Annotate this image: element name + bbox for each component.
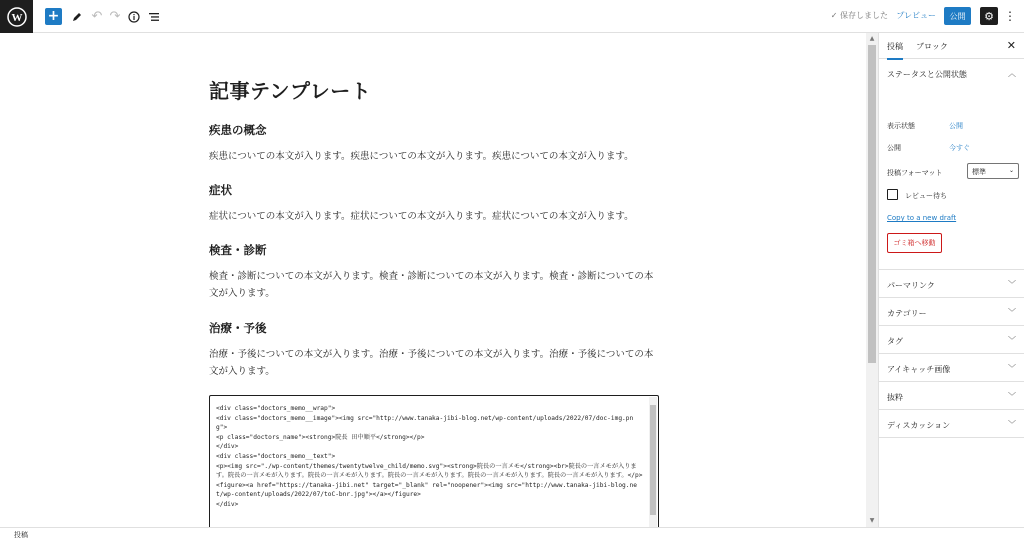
tab-block[interactable]: ブロック [916, 42, 948, 51]
editor-scroll-thumb[interactable] [868, 45, 876, 363]
wordpress-logo-icon[interactable] [0, 0, 33, 33]
code-scrollbar[interactable] [649, 397, 657, 527]
close-icon[interactable]: ✕ [1006, 39, 1016, 52]
undo-icon[interactable]: ↶ [91, 9, 103, 24]
panel-title: パーマリンク [887, 281, 935, 290]
publish-button[interactable]: 公開 [944, 7, 971, 25]
panel-title: タグ [887, 337, 903, 346]
chevron-down-icon: ⌄ [1008, 167, 1014, 174]
panel-title: ディスカッション [887, 421, 951, 430]
panel-permalink[interactable] [879, 270, 1024, 298]
edit-tool-icon[interactable] [68, 7, 86, 26]
panel-title: ステータスと公開状態 [887, 70, 967, 79]
code-scroll-thumb[interactable] [650, 405, 656, 515]
tab-post[interactable]: 投稿 [887, 41, 903, 60]
section-heading[interactable]: 治療・予後 [209, 321, 267, 335]
info-icon[interactable] [125, 7, 143, 26]
section-paragraph[interactable]: 疾患についての本文が入ります。疾患についての本文が入ります。疾患についての本文が入ります。 [209, 151, 634, 162]
editor-scrollbar[interactable] [866, 33, 878, 527]
more-options-icon[interactable]: ⋮ [1004, 9, 1016, 23]
visibility-link[interactable]: 公開 [949, 122, 963, 130]
panel-featured-image[interactable] [879, 354, 1024, 382]
section-paragraph[interactable]: 検査・診断についての本文が入ります。検査・診断についての本文が入ります。検査・診断についての本文が入ります。 [209, 271, 654, 299]
section-paragraph[interactable]: 治療・予後についての本文が入ります。治療・予後についての本文が入ります。治療・予後についての本文が入ります。 [209, 349, 654, 377]
editor-canvas [0, 33, 866, 527]
post-title[interactable]: 記事テンプレート [209, 79, 372, 103]
section-heading[interactable]: 症状 [209, 183, 232, 197]
section-heading[interactable]: 検査・診断 [209, 243, 267, 257]
format-label: 投稿フォーマット [887, 169, 943, 177]
panel-title: カテゴリー [887, 309, 927, 318]
status-visibility-panel [879, 59, 1024, 270]
scroll-up-arrow-icon[interactable]: ▲ [869, 35, 875, 42]
chevron-up-icon: ︿ [1008, 69, 1016, 78]
settings-sidebar [878, 33, 1024, 527]
panel-title: 抜粋 [887, 393, 903, 402]
block-breadcrumb-bar [0, 527, 1024, 540]
sidebar-tabs [879, 33, 1024, 59]
panel-discussion[interactable] [879, 410, 1024, 438]
chevron-down-icon: ﹀ [1008, 280, 1016, 289]
panel-categories[interactable] [879, 298, 1024, 326]
chevron-down-icon: ﹀ [1008, 392, 1016, 401]
settings-gear-icon[interactable]: ⚙ [980, 7, 998, 25]
html-code-block[interactable] [209, 395, 659, 527]
post-format-value: 標準 [972, 168, 986, 176]
svg-text:W: W [11, 11, 22, 24]
editor-header [0, 0, 1024, 33]
publish-date-label: 公開 [887, 144, 901, 152]
panel-header[interactable] [879, 59, 1024, 87]
chevron-down-icon: ﹀ [1008, 364, 1016, 373]
move-to-trash-button[interactable]: ゴミ箱へ移動 [887, 233, 942, 253]
chevron-down-icon: ﹀ [1008, 308, 1016, 317]
panel-tags[interactable] [879, 326, 1024, 354]
publish-date-link[interactable]: 今すぐ [949, 144, 970, 152]
panel-excerpt[interactable] [879, 382, 1024, 410]
copy-draft-link[interactable]: Copy to a new draft [887, 214, 957, 222]
section-heading[interactable]: 疾患の概念 [209, 123, 267, 137]
panel-title: アイキャッチ画像 [887, 365, 951, 374]
preview-button[interactable]: プレビュー [896, 11, 936, 20]
list-view-icon[interactable] [145, 7, 163, 26]
scroll-down-arrow-icon[interactable]: ▼ [869, 517, 875, 524]
breadcrumb-item[interactable]: 投稿 [14, 531, 28, 539]
pending-review-label: レビュー待ち [905, 192, 947, 200]
saved-status: ✓ 保存しました [830, 11, 888, 20]
chevron-down-icon: ﹀ [1008, 420, 1016, 429]
html-code-text[interactable]: <div class="doctors_memo__wrap"> <div class="doctors_memo__image"><img src="http://www.tanaka-jibi-blog.net/wp-content/uploads/2022/07/doc-img.png"> <p class="doctors_name"><strong>院長 田中順平</strong></p> </div> <div class="doctors_memo__text"> <p><img src="./wp-content/themes/twentytwelve_child/memo.svg"><strong>院長の一言メモ</strong><br>院長の一言メモが入ります。院長の一言メモが入ります。院長の一言メモが入ります。院長の一言メモが入ります。院長の一言メモが入ります。院長の一言メモが入ります。</p> <figure><a href="https://tanaka-jibi.net" target="_blank" rel="noopener"><img src="http://www.tanaka-jibi-blog.net/wp-content/uploads/2022/07/toC-bnr.jpg"></a></figure> </div> [216, 405, 643, 508]
section-paragraph[interactable]: 症状についての本文が入ります。症状についての本文が入ります。症状についての本文が入ります。 [209, 211, 634, 222]
pending-review-checkbox[interactable] [887, 189, 898, 200]
redo-icon[interactable]: ↷ [109, 9, 121, 24]
post-format-select[interactable] [967, 163, 1019, 179]
visibility-label: 表示状態 [887, 122, 915, 130]
chevron-down-icon: ﹀ [1008, 336, 1016, 345]
add-block-button[interactable]: + [45, 8, 62, 25]
